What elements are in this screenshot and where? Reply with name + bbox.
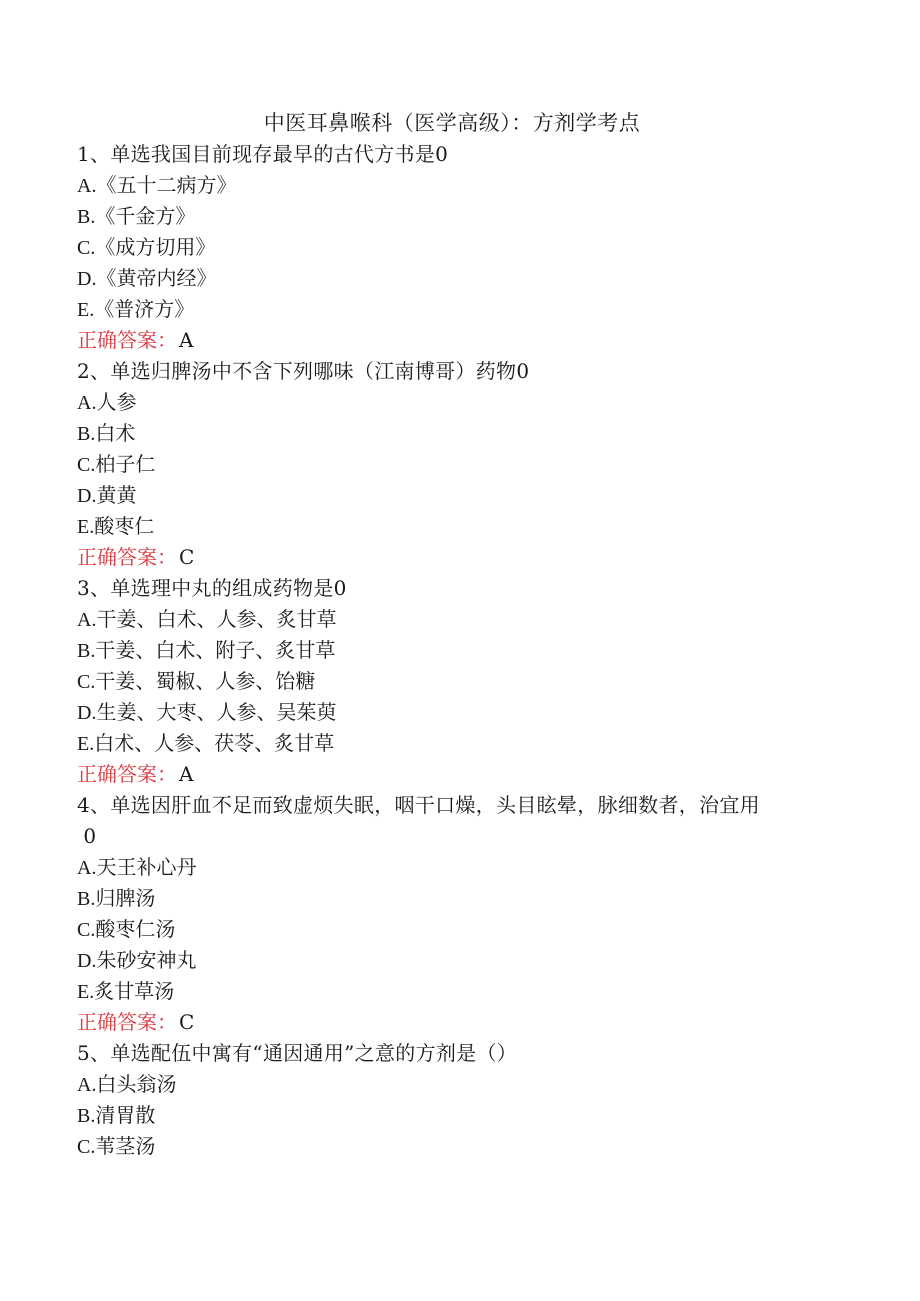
option-letter: A.	[77, 392, 97, 414]
option-text: 《普济方》	[94, 297, 195, 321]
option-text: 《黄帝内经》	[96, 266, 217, 290]
option-text: 白术、人参、茯苓、炙甘草	[94, 731, 335, 755]
option-text: 炙甘草汤	[94, 979, 175, 1003]
option-letter: C.	[77, 454, 96, 476]
option-letter: B.	[77, 888, 96, 910]
option-text: 干姜、白术、附子、炙甘草	[95, 638, 336, 662]
option-text: 清胃散	[95, 1103, 156, 1127]
question-stem: 2、单选归脾汤中不含下列哪味（江南博哥）药物0	[77, 359, 530, 383]
option-e	[77, 511, 817, 542]
option-letter: B.	[77, 640, 96, 662]
option-letter: D.	[77, 702, 97, 724]
option-c	[77, 914, 817, 945]
option-b	[77, 418, 817, 449]
answer-label: 正确答案：	[77, 545, 177, 569]
option-letter: C.	[77, 671, 96, 693]
option-text: 白术	[95, 421, 136, 445]
option-letter: E.	[77, 981, 95, 1003]
answer-value: C	[179, 545, 195, 569]
question-stem: 5、单选配伍中寓有“通因通用”之意的方剂是（）	[77, 1041, 518, 1065]
answer-label: 正确答案：	[77, 328, 177, 352]
option-text: 酸枣仁	[94, 514, 155, 538]
question-3	[77, 573, 817, 790]
option-letter: D.	[77, 485, 97, 507]
option-letter: E.	[77, 299, 95, 321]
question-list	[77, 139, 817, 1162]
option-text: 生姜、大枣、人参、吴茱萸	[96, 700, 337, 724]
option-d	[77, 480, 817, 511]
option-a	[77, 1069, 817, 1100]
question-5	[77, 1038, 817, 1162]
option-text: 《千金方》	[95, 204, 196, 228]
question-stem: 1、单选我国目前现存最早的古代方书是0	[77, 142, 449, 166]
option-text: 黄黄	[96, 483, 137, 507]
option-letter: D.	[77, 950, 97, 972]
option-b	[77, 883, 817, 914]
answer-value: C	[179, 1010, 195, 1034]
option-letter: C.	[77, 1136, 96, 1158]
option-letter: E.	[77, 516, 95, 538]
option-a	[77, 852, 817, 883]
question-stem: 3、单选理中丸的组成药物是0	[77, 576, 347, 600]
question-stem: 4、单选因肝血不足而致虚烦失眠，咽干口燥，头目眩晕，脉细数者，治宜用	[77, 793, 760, 817]
option-a	[77, 387, 817, 418]
option-text: 白头翁汤	[96, 1072, 177, 1096]
option-a	[77, 170, 817, 201]
document-title: 中医耳鼻喉科（医学高级）：方剂学考点	[263, 111, 641, 135]
option-e	[77, 728, 817, 759]
option-d	[77, 697, 817, 728]
answer-label: 正确答案：	[77, 1010, 177, 1034]
option-e	[77, 294, 817, 325]
option-text: 人参	[96, 390, 137, 414]
option-letter: B.	[77, 206, 96, 228]
option-letter: A.	[77, 175, 97, 197]
option-letter: A.	[77, 857, 97, 879]
answer-value: A	[179, 762, 194, 786]
question-1	[77, 139, 817, 356]
option-text: 干姜、蜀椒、人参、饴糖	[95, 669, 316, 693]
option-e	[77, 976, 817, 1007]
option-text: 朱砂安神丸	[96, 948, 197, 972]
correct-answer	[77, 759, 817, 790]
correct-answer	[77, 1007, 817, 1038]
question-2	[77, 356, 817, 573]
option-d	[77, 945, 817, 976]
option-letter: E.	[77, 733, 95, 755]
option-c	[77, 449, 817, 480]
option-b	[77, 1100, 817, 1131]
option-text: 《成方切用》	[95, 235, 216, 259]
option-letter: D.	[77, 268, 97, 290]
option-letter: A.	[77, 609, 97, 631]
option-d	[77, 263, 817, 294]
option-letter: C.	[77, 237, 96, 259]
option-b	[77, 201, 817, 232]
option-letter: C.	[77, 919, 96, 941]
option-text: 干姜、白术、人参、炙甘草	[96, 607, 337, 631]
option-text: 归脾汤	[95, 886, 156, 910]
option-c	[77, 666, 817, 697]
option-text: 天王补心丹	[96, 855, 197, 879]
option-letter: B.	[77, 1105, 96, 1127]
option-a	[77, 604, 817, 635]
option-text: 《五十二病方》	[96, 173, 237, 197]
question-4	[77, 790, 817, 1038]
option-letter: B.	[77, 423, 96, 445]
answer-label: 正确答案：	[77, 762, 177, 786]
option-text: 柏子仁	[95, 452, 156, 476]
option-text: 苇茎汤	[95, 1134, 156, 1158]
option-b	[77, 635, 817, 666]
option-text: 酸枣仁汤	[95, 917, 176, 941]
correct-answer	[77, 542, 817, 573]
option-c	[77, 232, 817, 263]
answer-value: A	[179, 328, 194, 352]
option-c	[77, 1131, 817, 1162]
option-letter: A.	[77, 1074, 97, 1096]
question-stem-continuation: 0	[77, 824, 97, 848]
correct-answer	[77, 325, 817, 356]
